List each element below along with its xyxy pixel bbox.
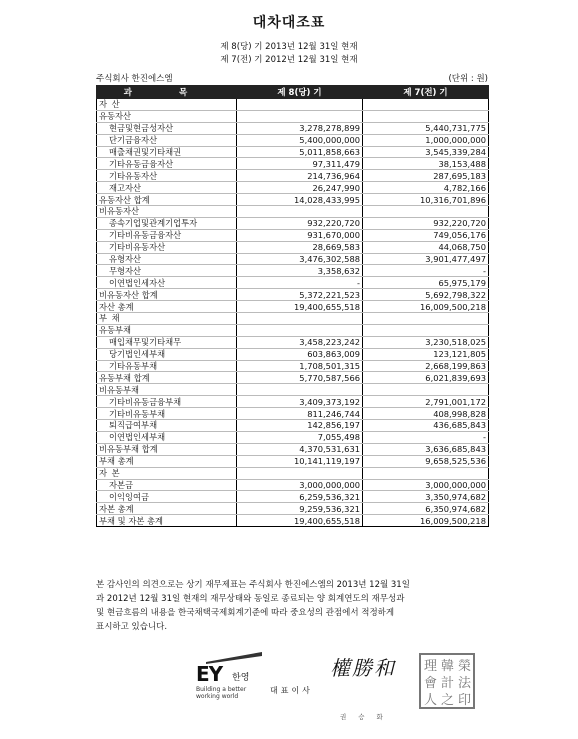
- account-cell: 매출채권및기타채권: [97, 146, 237, 158]
- account-cell: 재고자산: [97, 182, 237, 194]
- table-row: [97, 372, 489, 384]
- ey-korean-name: 한영: [232, 673, 250, 683]
- account-cell: 매입채무및기타채무: [97, 336, 237, 348]
- ey-slogan: [196, 686, 246, 700]
- current-value-cell: 7,055,498: [237, 431, 363, 443]
- current-value-cell: 97,311,479: [237, 158, 363, 170]
- current-value-cell: 28,669,583: [237, 241, 363, 253]
- current-value-cell: 142,856,197: [237, 420, 363, 432]
- prior-value-cell: 6,350,974,682: [363, 503, 489, 515]
- account-cell: 자산 총계: [97, 301, 237, 313]
- prior-value-cell: [363, 467, 489, 479]
- current-value-cell: 26,247,990: [237, 182, 363, 194]
- current-value-cell: [237, 99, 363, 111]
- header-current-period: 제 8(당) 기: [237, 86, 363, 99]
- table-row: [97, 134, 489, 146]
- seal-character: 韓: [441, 659, 455, 674]
- current-value-cell: [237, 313, 363, 325]
- current-value-cell: 3,000,000,000: [237, 479, 363, 491]
- prior-value-cell: [363, 324, 489, 336]
- table-row: [97, 217, 489, 229]
- current-value-cell: 5,770,587,566: [237, 372, 363, 384]
- account-cell: 비유동부채: [97, 384, 237, 396]
- account-cell: 단기금융자산: [97, 134, 237, 146]
- account-cell: 부채 및 자본 총계: [97, 515, 237, 527]
- current-value-cell: 6,259,536,321: [237, 491, 363, 503]
- table-row: [97, 324, 489, 336]
- signature: 權勝和: [330, 656, 396, 680]
- seal-character: 印: [458, 693, 472, 708]
- prior-value-cell: 2,791,001,172: [363, 396, 489, 408]
- prior-value-cell: 65,975,179: [363, 277, 489, 289]
- current-value-cell: 5,011,858,663: [237, 146, 363, 158]
- prior-value-cell: 287,695,183: [363, 170, 489, 182]
- current-value-cell: 19,400,655,518: [237, 515, 363, 527]
- prior-value-cell: [363, 110, 489, 122]
- prior-value-cell: 408,998,828: [363, 408, 489, 420]
- table-row: [97, 503, 489, 515]
- prior-value-cell: 2,668,199,863: [363, 360, 489, 372]
- current-value-cell: 10,141,119,197: [237, 455, 363, 467]
- table-row: [97, 289, 489, 301]
- account-cell: 유동자산: [97, 110, 237, 122]
- current-value-cell: 5,400,000,000: [237, 134, 363, 146]
- current-value-cell: 3,278,278,899: [237, 122, 363, 134]
- table-row: [97, 146, 489, 158]
- auditor-opinion: [96, 578, 496, 634]
- account-cell: 자본금: [97, 479, 237, 491]
- prior-value-cell: 3,636,685,843: [363, 443, 489, 455]
- current-value-cell: 603,863,009: [237, 348, 363, 360]
- current-value-cell: [237, 110, 363, 122]
- table-row: [97, 229, 489, 241]
- prior-value-cell: -: [363, 431, 489, 443]
- current-value-cell: [237, 324, 363, 336]
- unit-label: (단위 : 원): [448, 74, 488, 84]
- account-cell: 당기법인세부채: [97, 348, 237, 360]
- prior-value-cell: 749,056,176: [363, 229, 489, 241]
- table-row: [97, 206, 489, 218]
- seal-character: 榮: [458, 659, 472, 674]
- current-value-cell: 3,476,302,588: [237, 253, 363, 265]
- ey-slogan-line: working world: [196, 693, 239, 700]
- header-prior-period: 제 7(전) 기: [363, 86, 489, 99]
- table-row: [97, 313, 489, 325]
- account-cell: 비유동부채 합계: [97, 443, 237, 455]
- current-value-cell: [237, 467, 363, 479]
- current-value-cell: 3,358,632: [237, 265, 363, 277]
- prior-value-cell: 16,009,500,218: [363, 301, 489, 313]
- table-row: [97, 443, 489, 455]
- seal-character: 計: [441, 676, 455, 691]
- account-cell: 퇴직급여부채: [97, 420, 237, 432]
- account-cell: 자 본: [97, 467, 237, 479]
- table-row: [97, 455, 489, 467]
- balance-sheet-table: [96, 85, 489, 527]
- table-row: [97, 182, 489, 194]
- prior-value-cell: 5,440,731,775: [363, 122, 489, 134]
- table-row: [97, 122, 489, 134]
- firm-seal-icon: [418, 652, 476, 710]
- header-account: 과 목: [97, 86, 237, 99]
- prior-value-cell: [363, 384, 489, 396]
- table-row: [97, 420, 489, 432]
- prior-value-cell: 3,545,339,284: [363, 146, 489, 158]
- account-cell: 기타유동부채: [97, 360, 237, 372]
- account-cell: 부 채: [97, 313, 237, 325]
- current-value-cell: 5,372,221,523: [237, 289, 363, 301]
- seal-character: 人: [424, 693, 438, 708]
- prior-value-cell: 3,230,518,025: [363, 336, 489, 348]
- account-cell: 이연법인세부채: [97, 431, 237, 443]
- account-cell: 자 산: [97, 99, 237, 111]
- prior-value-cell: [363, 313, 489, 325]
- account-cell: 기타유동금융자산: [97, 158, 237, 170]
- table-row: [97, 170, 489, 182]
- current-value-cell: 3,458,223,242: [237, 336, 363, 348]
- table-row: [97, 277, 489, 289]
- seal-character: 會: [424, 676, 438, 691]
- account-cell: 이익잉여금: [97, 491, 237, 503]
- prior-value-cell: 1,000,000,000: [363, 134, 489, 146]
- prior-value-cell: -: [363, 265, 489, 277]
- current-value-cell: 811,246,744: [237, 408, 363, 420]
- document-title: 대차대조표: [252, 15, 326, 31]
- account-cell: 기타비유동금융자산: [97, 229, 237, 241]
- current-value-cell: 19,400,655,518: [237, 301, 363, 313]
- table-row: [97, 384, 489, 396]
- table-row: [97, 515, 489, 527]
- table-row: [97, 265, 489, 277]
- seal-character: 法: [458, 676, 472, 691]
- period-current: 제 8(당) 기 2013년 12월 31일 현재: [220, 42, 358, 52]
- account-cell: 유형자산: [97, 253, 237, 265]
- representative-label: 대표이사: [270, 686, 313, 695]
- current-value-cell: 14,028,433,995: [237, 194, 363, 206]
- seal-character: 理: [424, 659, 438, 674]
- prior-value-cell: 10,316,701,896: [363, 194, 489, 206]
- account-cell: 기타유동자산: [97, 170, 237, 182]
- prior-value-cell: 3,350,974,682: [363, 491, 489, 503]
- account-cell: 이연법인세자산: [97, 277, 237, 289]
- account-cell: 기타비유동금융부채: [97, 396, 237, 408]
- account-cell: 종속기업및관계기업투자: [97, 217, 237, 229]
- account-cell: 유동부채 합계: [97, 372, 237, 384]
- prior-value-cell: 38,153,488: [363, 158, 489, 170]
- current-value-cell: 4,370,531,631: [237, 443, 363, 455]
- prior-value-cell: 9,658,525,536: [363, 455, 489, 467]
- prior-value-cell: [363, 206, 489, 218]
- opinion-line: 본 감사인의 의견으로는 상기 재무제표는 주식회사 한진에스엠의 2013년 12월 31일: [96, 580, 410, 590]
- prior-value-cell: 4,782,166: [363, 182, 489, 194]
- opinion-line: 과 2012년 12월 31일 현재의 재무상태와 동일로 종료되는 양 회계연도의 재무성과: [96, 594, 405, 604]
- account-cell: 현금및현금성자산: [97, 122, 237, 134]
- prior-value-cell: 16,009,500,218: [363, 515, 489, 527]
- ey-slogan-line: Building a better: [196, 686, 247, 693]
- ey-logo: [196, 650, 266, 710]
- current-value-cell: 932,220,720: [237, 217, 363, 229]
- opinion-line: 및 현금흐름의 내용을 한국채택국제회계기준에 따라 중요성의 관점에서 적정하게: [96, 608, 395, 618]
- prior-value-cell: 3,000,000,000: [363, 479, 489, 491]
- table-row: [97, 336, 489, 348]
- table-row: [97, 491, 489, 503]
- period-prior: 제 7(전) 기 2012년 12월 31일 현재: [220, 55, 358, 65]
- account-cell: 비유동자산: [97, 206, 237, 218]
- table-body: [97, 99, 489, 527]
- account-cell: 유동부채: [97, 324, 237, 336]
- ey-mark: EY: [196, 662, 223, 686]
- prior-value-cell: 123,121,805: [363, 348, 489, 360]
- account-cell: 기타비유동자산: [97, 241, 237, 253]
- prior-value-cell: 6,021,839,693: [363, 372, 489, 384]
- prior-value-cell: 3,901,477,497: [363, 253, 489, 265]
- current-value-cell: 3,409,373,192: [237, 396, 363, 408]
- account-cell: 자본 총계: [97, 503, 237, 515]
- account-cell: 부채 총계: [97, 455, 237, 467]
- table-row: [97, 158, 489, 170]
- prior-value-cell: 5,692,798,322: [363, 289, 489, 301]
- company-name: 주식회사 한진에스엠: [96, 74, 173, 84]
- table-row: [97, 194, 489, 206]
- current-value-cell: [237, 206, 363, 218]
- table-row: [97, 431, 489, 443]
- account-cell: 무형자산: [97, 265, 237, 277]
- table-row: [97, 360, 489, 372]
- table-row: [97, 467, 489, 479]
- account-cell: 유동자산 합계: [97, 194, 237, 206]
- table-row: [97, 301, 489, 313]
- current-value-cell: 214,736,964: [237, 170, 363, 182]
- current-value-cell: [237, 384, 363, 396]
- prior-value-cell: [363, 99, 489, 111]
- prior-value-cell: 44,068,750: [363, 241, 489, 253]
- current-value-cell: 9,259,536,321: [237, 503, 363, 515]
- account-cell: 비유동자산 합계: [97, 289, 237, 301]
- current-value-cell: -: [237, 277, 363, 289]
- opinion-line: 표시하고 있습니다.: [96, 622, 168, 632]
- signature-name: 권승화: [340, 713, 395, 721]
- table-row: [97, 408, 489, 420]
- account-cell: 기타비유동부채: [97, 408, 237, 420]
- table-row: [97, 241, 489, 253]
- table-header-row: [97, 86, 489, 99]
- table-row: [97, 396, 489, 408]
- table-row: [97, 479, 489, 491]
- table-row: [97, 348, 489, 360]
- table-row: [97, 110, 489, 122]
- seal-character: 之: [441, 693, 455, 708]
- prior-value-cell: 932,220,720: [363, 217, 489, 229]
- table-row: [97, 253, 489, 265]
- current-value-cell: 931,670,000: [237, 229, 363, 241]
- table-row: [97, 99, 489, 111]
- current-value-cell: 1,708,501,315: [237, 360, 363, 372]
- prior-value-cell: 436,685,843: [363, 420, 489, 432]
